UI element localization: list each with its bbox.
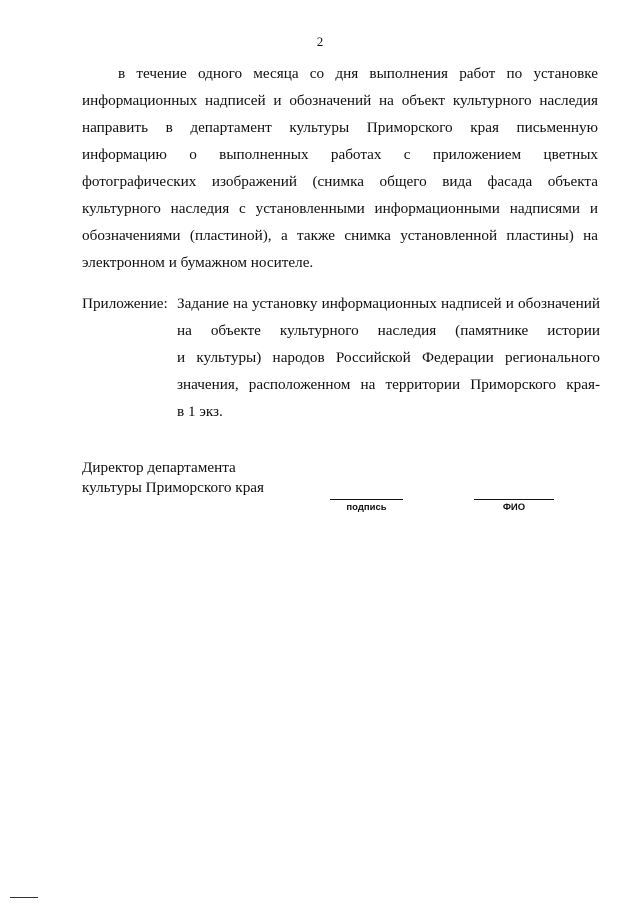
paragraph-line: информацию о выполненных работах с приложением цветных <box>82 146 598 163</box>
signatory-title-line: Директор департамента <box>82 459 236 476</box>
fio-line <box>474 499 554 500</box>
appendix-line: Задание на установку информационных надписей и обозначений <box>177 295 600 312</box>
paragraph-line: в течение одного месяца со дня выполнения работ по установке <box>118 65 598 82</box>
fio-caption: ФИО <box>502 502 526 513</box>
signature-line <box>330 499 403 500</box>
signatory-title <box>82 458 264 498</box>
main-paragraph <box>82 60 598 276</box>
paragraph-line: направить в департамент культуры Приморского края письменную <box>82 119 598 136</box>
paragraph-line: культурного наследия с установленными информационными надписями и <box>82 200 598 217</box>
appendix-line: значения, расположенном на территории Приморского края- <box>177 376 600 393</box>
paragraph-line: информационных надписей и обозначений на объект культурного наследия <box>82 92 598 109</box>
paragraph-line: фотографических изображений (снимка общего вида фасада объекта <box>82 173 598 190</box>
page-number: 2 <box>316 34 324 49</box>
paragraph-line: обозначениями (пластиной), а также снимка установленной пластины) на <box>82 227 598 244</box>
appendix-label: Приложение: <box>82 295 168 312</box>
paragraph-line: электронном и бумажном носителе. <box>82 254 314 271</box>
appendix-body <box>177 290 600 425</box>
signature-caption: подпись <box>346 502 387 513</box>
appendix-line: в 1 экз. <box>177 403 223 420</box>
bottom-margin-mark <box>10 897 38 898</box>
signatory-title-line: культуры Приморского края <box>82 479 265 496</box>
appendix-line: и культуры) народов Российской Федерации регионального <box>177 349 600 366</box>
appendix-line: на объекте культурного наследия (памятнике истории <box>177 322 600 339</box>
